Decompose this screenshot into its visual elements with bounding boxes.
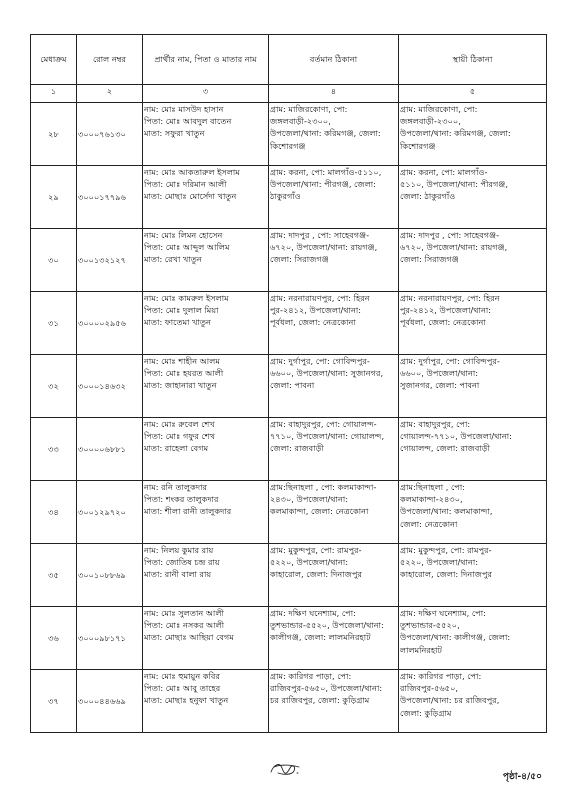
father-name: পিতা: মোঃ হযরত আলী xyxy=(144,368,224,379)
permanent-address-line: তুশভান্ডার-৫৫২০, xyxy=(400,620,460,631)
permanent-address-line: উপজেলা/থানা: কালীগঞ্জ, জেলা: xyxy=(400,632,511,643)
present-address-line: ঠাকুরগাঁও xyxy=(270,191,301,202)
candidate-name: নাম: মোঃ আকতারুল ইসলাম xyxy=(144,167,240,177)
permanent-address-cell xyxy=(399,670,547,733)
present-address-line: জঙ্গলবাড়ী-২৩০০, xyxy=(270,116,331,127)
candidate-table xyxy=(30,34,547,733)
header-serial: মেধাক্রম xyxy=(31,35,77,85)
present-address-line: গ্রাম:ছিনাহলা , পো: কলমাকান্দা- xyxy=(270,482,377,492)
column-number: ৪ xyxy=(269,85,399,103)
names-cell xyxy=(143,607,269,670)
permanent-address-line: পুর-২৪১২, উপজেলা/থানা: xyxy=(400,305,491,316)
present-address-line: ৬৭২০, উপজেলা/থানা: রায়গঞ্জ, xyxy=(270,242,378,253)
serial-cell: ৩৩ xyxy=(31,418,77,481)
permanent-address-line: উপজেলা/থানা: চর রাজিবপুর, xyxy=(400,695,500,706)
present-address-cell xyxy=(269,607,399,670)
column-number: ১ xyxy=(31,85,77,103)
names-cell xyxy=(143,229,269,292)
roll-cell: ৩০০০০২৯৫৬ xyxy=(77,292,143,355)
candidate-name: নাম: মোঃ লিমন হোসেন xyxy=(144,230,223,240)
present-address-line: কিশোরগঞ্জ xyxy=(270,140,306,151)
permanent-address-line: গোয়ালন্দ-৭৭১০, উপজেলা/থানা: xyxy=(400,431,512,442)
mother-name: মাতা: শীলা রানী তালুকদার xyxy=(144,506,232,517)
column-number: ৩ xyxy=(143,85,269,103)
mother-name: মাতা: রাহেলা বেগম xyxy=(144,443,209,454)
father-name: পিতা: মোঃ দরিমান আলী xyxy=(144,179,227,190)
table-row xyxy=(31,292,547,355)
column-number: ২ xyxy=(77,85,143,103)
table-row xyxy=(31,166,547,229)
permanent-address-line: ৬৭২০, উপজেলা/থানা: রায়গঞ্জ, xyxy=(400,242,508,253)
permanent-address-line: রাজিবপুর-৫৬৫০, xyxy=(400,683,458,694)
names-cell xyxy=(143,418,269,481)
serial-cell: ৩১ xyxy=(31,292,77,355)
names-cell xyxy=(143,292,269,355)
father-name: পিতা: মোঃ আবু তাহের xyxy=(144,683,221,694)
candidate-name: নাম: মোঃ সুলতান আলী xyxy=(144,608,224,618)
permanent-address-line: কিশোরগঞ্জ xyxy=(400,140,436,151)
permanent-address-line: জেলা: নেত্রকোনা xyxy=(400,518,458,529)
permanent-address-line: কলমাকান্দা-২৪৩০, xyxy=(400,494,463,505)
mother-name: মাতা: রেখা খাতুন xyxy=(144,254,202,265)
permanent-address-line: ৫২২০, উপজেলা/থানা: xyxy=(400,557,478,568)
present-address-line: কলমাকান্দা, জেলা: নেত্রকোনা xyxy=(270,506,369,517)
header-roll: রোল নম্বর xyxy=(77,35,143,85)
names-cell xyxy=(143,670,269,733)
present-address-line: ৫২২০, উপজেলা/থানা: xyxy=(270,557,348,568)
mother-name: মাতা: মোছাঃ মোর্সেদা খাতুন xyxy=(144,191,237,202)
serial-cell: ৩২ xyxy=(31,355,77,418)
serial-cell: ৩৭ xyxy=(31,670,77,733)
names-cell xyxy=(143,166,269,229)
permanent-address-line: গ্রাম: দক্ষিণ ঘনেশ্যাম, পো: xyxy=(400,608,486,618)
permanent-address-line: উপজেলা/থানা: কলমাকান্দা, xyxy=(400,506,493,517)
permanent-address-line: উপজেলা/থানা: করিমগঞ্জ, জেলা: xyxy=(400,128,511,139)
permanent-address-line: জেলা: সিরাজগঞ্জ xyxy=(400,254,459,265)
mother-name: মাতা: মোছাঃ হনুফা খাতুন xyxy=(144,695,229,706)
permanent-address-line: সুজানগর, জেলা: পাবনা xyxy=(400,380,480,391)
candidate-name: নাম: রনি তালুকদার xyxy=(144,482,208,492)
present-address-cell xyxy=(269,670,399,733)
permanent-address-cell xyxy=(399,166,547,229)
present-address-cell xyxy=(269,166,399,229)
present-address-line: কালীগঞ্জ, জেলা: লালমনিরহাট xyxy=(270,632,371,643)
present-address-cell xyxy=(269,481,399,544)
present-address-line: জেলা: পাবনা xyxy=(270,380,315,391)
table-row xyxy=(31,544,547,607)
permanent-address-cell xyxy=(399,292,547,355)
present-address-cell xyxy=(269,544,399,607)
candidate-name: নাম: মোঃ শাহীন আলম xyxy=(144,356,220,366)
present-address-line: গ্রাম: করনা, পো: মালগাঁও-৫১১০, xyxy=(270,167,382,177)
present-address-line: গ্রাম: মাজিরকোণা, পো: xyxy=(270,104,348,114)
permanent-address-line: কাহারোল, জেলা: দিনাজপুর xyxy=(400,569,493,580)
names-cell xyxy=(143,544,269,607)
present-address-cell xyxy=(269,418,399,481)
mother-name: মাতা: রানী বালা রায় xyxy=(144,569,212,580)
present-address-line: গ্রাম: নরনারায়ণপুর, পো: হিরন xyxy=(270,293,370,303)
table-row xyxy=(31,103,547,166)
candidate-name: নাম: মোঃ মাসউদ হাসান xyxy=(144,104,224,114)
present-address-cell xyxy=(269,355,399,418)
roll-cell: ৩০০১০৮৮৬৯ xyxy=(77,544,143,607)
serial-cell: ২৮ xyxy=(31,103,77,166)
roll-cell: ৩০০০৭৬১৩০ xyxy=(77,103,143,166)
mother-name: মাতা: জাহানারা খাতুন xyxy=(144,380,217,391)
present-address-line: পুর-২৪১২, উপজেলা/থানা: xyxy=(270,305,361,316)
roll-cell: ৩০০১২৯৭২০ xyxy=(77,481,143,544)
signature-image xyxy=(268,758,302,780)
table-row xyxy=(31,607,547,670)
permanent-address-cell xyxy=(399,607,547,670)
permanent-address-line: গ্রাম: মুকুন্দপুর, পো: রামপুর- xyxy=(400,545,492,555)
present-address-line: গ্রাম: দক্ষিণ ঘনেশ্যাম, পো: xyxy=(270,608,356,618)
names-cell xyxy=(143,103,269,166)
table-row xyxy=(31,670,547,733)
present-address-line: গ্রাম: দুর্গাপুর, পো: গোবিন্দপুর- xyxy=(270,356,370,366)
father-name: পিতা: মোঃ নসকর আলী xyxy=(144,620,225,631)
present-address-line: জেলা: সিরাজগঞ্জ xyxy=(270,254,329,265)
present-address-line: গ্রাম: মুকুন্দপুর, পো: রামপুর- xyxy=(270,545,362,555)
permanent-address-line: গ্রাম: মাজিরকোণা, পো: xyxy=(400,104,478,114)
table-header-row xyxy=(31,35,547,85)
table-row xyxy=(31,481,547,544)
candidate-name: নাম: মোঃ কামরুল ইসলাম xyxy=(144,293,229,303)
roll-cell: ৩০০০৪৪৬৬৯ xyxy=(77,670,143,733)
present-address-line: গ্রাম: দাদপুর , পো: সাহেবগঞ্জ- xyxy=(270,230,370,240)
candidate-name: নাম: নিলয় কুমার রায় xyxy=(144,545,214,555)
permanent-address-cell xyxy=(399,355,547,418)
present-address-line: উপজেলা/থানা: করিমগঞ্জ, জেলা: xyxy=(270,128,381,139)
father-name: পিতা: মোঃ দুলাল মিয়া xyxy=(144,305,219,316)
present-address-line: রাজিবপুর-৫৬৫০, উপজেলা/থানা: xyxy=(270,683,383,694)
permanent-address-cell xyxy=(399,418,547,481)
father-name: পিতা: মোঃ গফুর শেখ xyxy=(144,431,215,442)
permanent-address-line: জেলা: ঠাকুরগাঁও xyxy=(400,191,456,202)
column-number: ৫ xyxy=(399,85,547,103)
mother-name: মাতা: ফাতেমা খাতুন xyxy=(144,317,211,328)
present-address-line: জেলা: রাজবাড়ী xyxy=(270,443,324,454)
present-address-line: চর রাজিবপুর, জেলা: কুড়িগ্রাম xyxy=(270,695,370,706)
present-address-cell xyxy=(269,292,399,355)
present-address-line: পূর্বধলা, জেলা: নেত্রকোনা xyxy=(270,317,356,328)
permanent-address-cell xyxy=(399,229,547,292)
table-row xyxy=(31,229,547,292)
serial-cell: ৩৬ xyxy=(31,607,77,670)
present-address-line: ২৪৩০, উপজেলা/থানা: xyxy=(270,494,348,505)
present-address-line: গ্রাম: কারিগর পাড়া, পো: xyxy=(270,671,352,681)
permanent-address-line: গ্রাম:ছিনাহলা , পো: xyxy=(400,482,465,492)
candidate-name: নাম: মোঃ হুমায়ুন কবির xyxy=(144,671,220,681)
serial-cell: ৩০ xyxy=(31,229,77,292)
mother-name: মাতা: সফুরা খাতুন xyxy=(144,128,205,139)
present-address-line: তুশভান্ডার-৫৫২০, উপজেলা/থানা: xyxy=(270,620,384,631)
present-address-line: গ্রাম: বাহাদুরপুর, পো: গোয়ালন্দ- xyxy=(270,419,377,429)
page-number: পৃষ্ঠা-৪/৫০ xyxy=(502,772,542,782)
father-name: পিতা: শংকর তালুকদার xyxy=(144,494,219,505)
permanent-address-line: গ্রাম: বাহাদুরপুর, পো: xyxy=(400,419,471,429)
permanent-address-line: পূর্বধলা, জেলা: নেত্রকোনা xyxy=(400,317,486,328)
permanent-address-line: গ্রাম: দাদপুর , পো: সাহেবগঞ্জ- xyxy=(400,230,500,240)
permanent-address-line: লালমনিরহাট xyxy=(400,644,442,655)
roll-cell: ৩০০০১৭৭৯৬ xyxy=(77,166,143,229)
roll-cell: ৩০০০১৪৬৩২ xyxy=(77,355,143,418)
table-row xyxy=(31,355,547,418)
header-present-address: বর্তমান ঠিকানা xyxy=(269,35,399,85)
serial-cell: ২৯ xyxy=(31,166,77,229)
serial-cell: ৩৫ xyxy=(31,544,77,607)
permanent-address-line: জঙ্গলবাড়ী-২৩০০, xyxy=(400,116,461,127)
roll-cell: ৩০০০৯৮১৭১ xyxy=(77,607,143,670)
permanent-address-line: ৬৬০০, উপজেলা/থানা: xyxy=(400,368,478,379)
names-cell xyxy=(143,355,269,418)
column-number-row xyxy=(31,85,547,103)
table-row xyxy=(31,418,547,481)
permanent-address-line: জেলা: কুড়িগ্রাম xyxy=(400,707,452,718)
serial-cell: ৩৪ xyxy=(31,481,77,544)
present-address-line: উপজেলা/থানা: পীরগঞ্জ, জেলা: xyxy=(270,179,376,190)
present-address-cell xyxy=(269,229,399,292)
roll-cell: ৩০০১৩২১২৭ xyxy=(77,229,143,292)
roll-cell: ৩০০০০৬৮৮১ xyxy=(77,418,143,481)
permanent-address-line: গোয়ালন্দ, জেলা: রাজবাড়ী xyxy=(400,443,490,454)
mother-name: মাতা: মোছাঃ আছিয়া বেগম xyxy=(144,632,234,643)
permanent-address-line: গ্রাম: নরনারায়ণপুর, পো: হিরন xyxy=(400,293,500,303)
present-address-line: কাহারোল, জেলা: দিনাজপুর xyxy=(270,569,363,580)
present-address-line: ৭৭১০, উপজেলা/থানা: গোয়ালন্দ, xyxy=(270,431,385,442)
father-name: পিতা: জোতিষ চন্দ্র রায় xyxy=(144,557,220,568)
permanent-address-cell xyxy=(399,481,547,544)
father-name: পিতা: মোঃ আব্দুল আলিম xyxy=(144,242,230,253)
header-permanent-address: স্থায়ী ঠিকানা xyxy=(399,35,547,85)
father-name: পিতা: মোঃ আবদুল বাতেন xyxy=(144,116,232,127)
permanent-address-line: গ্রাম: কারিগর পাড়া, পো: xyxy=(400,671,482,681)
permanent-address-cell xyxy=(399,544,547,607)
permanent-address-cell xyxy=(399,103,547,166)
names-cell xyxy=(143,481,269,544)
present-address-cell xyxy=(269,103,399,166)
candidate-name: নাম: মোঃ রুবেল শেখ xyxy=(144,419,215,429)
header-names: প্রার্থীর নাম, পিতা ও মাতার নাম xyxy=(143,35,269,85)
permanent-address-line: ৫১১০, উপজেলা/থানা: পীরগঞ্জ, xyxy=(400,179,508,190)
present-address-line: ৬৬০০, উপজেলা/থানা: সুজানগর, xyxy=(270,368,384,379)
permanent-address-line: গ্রাম: দুর্গাপুর, পো: গোবিন্দপুর- xyxy=(400,356,500,366)
table-body xyxy=(31,103,547,733)
permanent-address-line: গ্রাম: করনা, পো: মালগাঁও- xyxy=(400,167,488,177)
